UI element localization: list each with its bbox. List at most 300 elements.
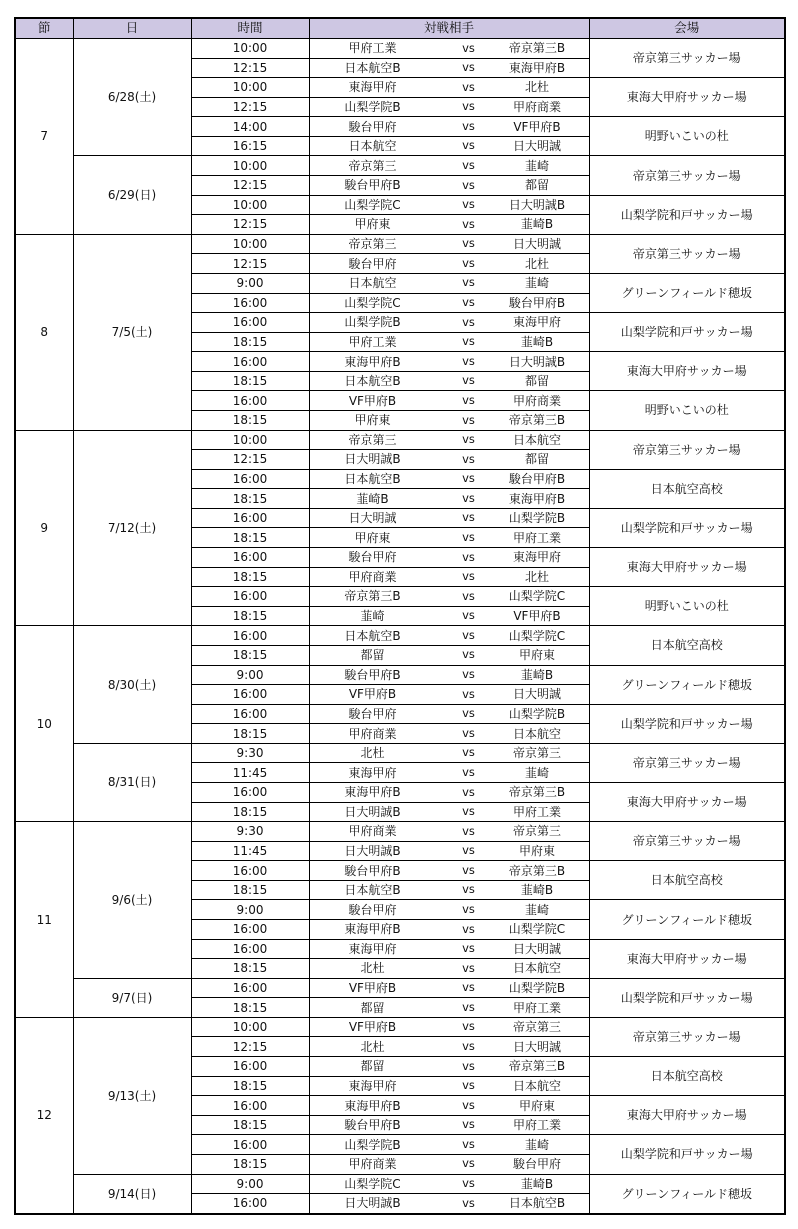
vs-label: vs	[462, 334, 475, 349]
home-team: VF甲府B	[348, 981, 397, 996]
home-team: 東海甲府	[348, 941, 397, 956]
kickoff-time: 18:15	[191, 1154, 309, 1174]
home-team: 日大明誠	[348, 511, 397, 526]
vs-label: vs	[462, 784, 475, 799]
venue-name: 東海大甲府サッカー場	[589, 548, 785, 587]
vs-label: vs	[462, 941, 475, 956]
kickoff-time: 18:15	[191, 959, 309, 979]
match-cell	[309, 528, 589, 548]
home-team: VF甲府B	[348, 393, 397, 408]
kickoff-time: 9:30	[191, 822, 309, 842]
vs-label: vs	[462, 40, 475, 55]
away-team: 日本航空	[512, 726, 561, 741]
match-pair	[310, 763, 589, 782]
match-row	[15, 1017, 785, 1037]
vs-label: vs	[462, 588, 475, 603]
kickoff-time: 18:15	[191, 880, 309, 900]
kickoff-time: 12:15	[191, 254, 309, 274]
home-team: 帝京第三	[348, 237, 397, 252]
kickoff-time: 18:15	[191, 410, 309, 430]
home-team: 甲府工業	[348, 334, 397, 349]
header-setsu: 節	[15, 18, 73, 39]
match-cell	[309, 1174, 589, 1194]
kickoff-time: 16:00	[191, 704, 309, 724]
vs-label: vs	[462, 862, 475, 877]
vs-label: vs	[462, 627, 475, 642]
away-team: 韮崎B	[520, 1176, 554, 1191]
kickoff-time: 12:15	[191, 1037, 309, 1057]
away-team: 帝京第三	[512, 746, 561, 761]
kickoff-time: 9:30	[191, 743, 309, 763]
vs-label: vs	[462, 255, 475, 270]
kickoff-time: 18:15	[191, 645, 309, 665]
home-team: 山梨学院C	[344, 197, 401, 212]
away-team: 日本航空	[512, 961, 561, 976]
match-row	[15, 978, 785, 998]
vs-label: vs	[462, 921, 475, 936]
venue-name: 帝京第三サッカー場	[589, 234, 785, 273]
vs-label: vs	[462, 901, 475, 916]
away-team: 東海甲府B	[508, 491, 566, 506]
home-team: VF甲府B	[348, 1020, 397, 1035]
kickoff-time: 16:00	[191, 391, 309, 411]
match-cell	[309, 626, 589, 646]
home-team: 甲府商業	[348, 569, 397, 584]
away-team: 駿台甲府	[512, 1157, 561, 1172]
round-number: 7	[15, 39, 73, 235]
match-cell	[309, 645, 589, 665]
kickoff-time: 18:15	[191, 489, 309, 509]
match-cell	[309, 1017, 589, 1037]
kickoff-time: 9:00	[191, 273, 309, 293]
match-row	[15, 156, 785, 176]
match-pair	[310, 724, 589, 743]
match-pair	[310, 372, 589, 391]
match-row	[15, 39, 785, 59]
match-pair	[310, 254, 589, 273]
away-team: 日大明誠	[512, 237, 561, 252]
vs-label: vs	[462, 275, 475, 290]
match-pair	[310, 783, 589, 802]
home-team: 駿台甲府	[348, 706, 397, 721]
match-cell	[309, 861, 589, 881]
match-cell	[309, 1135, 589, 1155]
away-team: 韮崎B	[520, 334, 554, 349]
home-team: 東海甲府B	[344, 785, 401, 800]
match-cell	[309, 352, 589, 372]
vs-label: vs	[462, 960, 475, 975]
vs-label: vs	[462, 882, 475, 897]
kickoff-time: 16:00	[191, 352, 309, 372]
match-cell	[309, 97, 589, 117]
vs-label: vs	[462, 1097, 475, 1112]
match-date: 6/28(土)	[73, 39, 191, 156]
home-team: 日本航空B	[344, 472, 401, 486]
venue-name: 帝京第三サッカー場	[589, 39, 785, 78]
match-cell	[309, 254, 589, 274]
venue-name: グリーンフィールド穂坂	[589, 273, 785, 312]
vs-label: vs	[462, 353, 475, 368]
vs-label: vs	[462, 197, 475, 212]
match-cell	[309, 156, 589, 176]
match-pair	[310, 39, 589, 58]
away-team: 北杜	[524, 80, 549, 95]
kickoff-time: 18:15	[191, 332, 309, 352]
venue-name: 日本航空高校	[589, 1057, 785, 1096]
venue-name: 日本航空高校	[589, 469, 785, 508]
match-cell	[309, 959, 589, 979]
match-cell	[309, 332, 589, 352]
away-team: 韮崎	[524, 276, 549, 291]
kickoff-time: 16:00	[191, 978, 309, 998]
home-team: 駿台甲府	[348, 902, 397, 917]
match-cell	[309, 548, 589, 568]
match-pair	[310, 1037, 589, 1056]
vs-label: vs	[462, 392, 475, 407]
match-pair	[310, 352, 589, 371]
kickoff-time: 10:00	[191, 78, 309, 98]
away-team: 帝京第三B	[508, 785, 566, 800]
home-team: 都留	[360, 1000, 385, 1015]
match-date: 7/5(土)	[73, 234, 191, 430]
vs-label: vs	[462, 999, 475, 1014]
home-team: 北杜	[360, 746, 385, 761]
kickoff-time: 18:15	[191, 1076, 309, 1096]
vs-label: vs	[462, 432, 475, 447]
header-venue: 会場	[589, 18, 785, 39]
match-date: 8/31(日)	[73, 743, 191, 821]
match-pair	[310, 1077, 589, 1096]
venue-name: グリーンフィールド穂坂	[589, 900, 785, 939]
away-team: 甲府商業	[512, 100, 561, 115]
match-cell	[309, 215, 589, 235]
match-pair	[310, 1018, 589, 1037]
vs-label: vs	[462, 79, 475, 94]
match-cell	[309, 978, 589, 998]
schedule-body	[15, 39, 785, 1214]
match-date: 9/14(日)	[73, 1174, 191, 1214]
away-team: 山梨学院C	[508, 628, 566, 643]
match-pair	[310, 431, 589, 450]
venue-name: 東海大甲府サッカー場	[589, 782, 785, 821]
match-pair	[310, 235, 589, 254]
away-team: 都留	[524, 452, 549, 467]
match-cell	[309, 469, 589, 489]
away-team: 日本航空	[512, 432, 561, 447]
home-team: 駿台甲府B	[344, 863, 401, 878]
kickoff-time: 10:00	[191, 39, 309, 59]
vs-label: vs	[462, 60, 475, 75]
away-team: 韮崎B	[520, 883, 554, 898]
away-team: 東海甲府	[512, 550, 561, 565]
home-team: 山梨学院C	[344, 1176, 401, 1191]
venue-name: 明野いこいの杜	[589, 391, 785, 430]
kickoff-time: 16:00	[191, 1057, 309, 1077]
away-team: 北杜	[524, 569, 549, 584]
match-cell	[309, 410, 589, 430]
venue-name: 帝京第三サッカー場	[589, 822, 785, 861]
venue-name: 山梨学院和戸サッカー場	[589, 704, 785, 743]
match-cell	[309, 920, 589, 940]
kickoff-time: 18:15	[191, 567, 309, 587]
vs-label: vs	[462, 1176, 475, 1191]
match-row	[15, 430, 785, 450]
away-team: 都留	[524, 374, 549, 389]
vs-label: vs	[462, 177, 475, 192]
home-team: 駿台甲府	[348, 550, 397, 565]
vs-label: vs	[462, 569, 475, 584]
match-cell	[309, 900, 589, 920]
away-team: 帝京第三	[512, 1020, 561, 1035]
kickoff-time: 18:15	[191, 371, 309, 391]
home-team: 東海甲府B	[344, 1098, 401, 1113]
kickoff-time: 16:00	[191, 861, 309, 881]
match-cell	[309, 58, 589, 78]
vs-label: vs	[462, 510, 475, 525]
round-number: 11	[15, 822, 73, 1018]
kickoff-time: 10:00	[191, 430, 309, 450]
match-date: 8/30(土)	[73, 626, 191, 743]
home-team: 駿台甲府	[348, 256, 397, 271]
vs-label: vs	[462, 667, 475, 682]
vs-label: vs	[462, 412, 475, 427]
home-team: 山梨学院B	[344, 1137, 401, 1152]
header-match: 対戦相手	[309, 18, 589, 39]
home-team: 日本航空	[348, 139, 397, 154]
home-team: 日大明誠B	[344, 452, 401, 467]
home-team: 駿台甲府B	[344, 667, 401, 682]
away-team: 甲府工業	[512, 804, 561, 819]
home-team: 駿台甲府B	[344, 1118, 401, 1133]
match-pair	[310, 313, 589, 332]
away-team: 韮崎	[524, 1137, 549, 1152]
home-team: 甲府工業	[348, 41, 397, 56]
home-team: 日本航空B	[344, 60, 401, 75]
vs-label: vs	[462, 1117, 475, 1132]
vs-label: vs	[462, 138, 475, 153]
venue-name: 明野いこいの杜	[589, 587, 785, 626]
venue-name: 帝京第三サッカー場	[589, 743, 785, 782]
away-team: 甲府工業	[512, 1118, 561, 1133]
home-team: 北杜	[360, 961, 385, 976]
kickoff-time: 18:15	[191, 724, 309, 744]
away-team: 日本航空B	[508, 1196, 566, 1211]
home-team: 韮崎B	[356, 491, 389, 506]
schedule-table	[14, 17, 786, 1215]
match-pair	[310, 568, 589, 587]
venue-name: 帝京第三サッカー場	[589, 156, 785, 195]
match-pair	[310, 979, 589, 998]
match-cell	[309, 195, 589, 215]
away-team: 駿台甲府B	[508, 472, 566, 486]
away-team: 日大明誠B	[508, 354, 566, 369]
home-team: 日本航空B	[344, 883, 401, 898]
home-team: 駿台甲府B	[344, 178, 401, 193]
kickoff-time: 16:00	[191, 920, 309, 940]
match-pair	[310, 705, 589, 724]
header-time: 時間	[191, 18, 309, 39]
home-team: 東海甲府	[348, 80, 397, 95]
kickoff-time: 12:15	[191, 215, 309, 235]
match-cell	[309, 273, 589, 293]
vs-label: vs	[462, 608, 475, 623]
home-team: 駿台甲府	[348, 119, 397, 134]
match-pair	[310, 1057, 589, 1076]
vs-label: vs	[462, 1156, 475, 1171]
away-team: 韮崎B	[520, 217, 554, 232]
home-team: 韮崎	[360, 609, 385, 624]
match-pair	[310, 1135, 589, 1154]
kickoff-time: 14:00	[191, 117, 309, 137]
match-pair	[310, 959, 589, 978]
home-team: VF甲府B	[348, 687, 397, 702]
away-team: 帝京第三B	[508, 1059, 566, 1074]
match-pair	[310, 528, 589, 547]
match-cell	[309, 782, 589, 802]
away-team: 日大明誠	[512, 139, 561, 154]
venue-name: 日本航空高校	[589, 861, 785, 900]
vs-label: vs	[462, 118, 475, 133]
home-team: 東海甲府B	[344, 922, 401, 937]
kickoff-time: 12:15	[191, 176, 309, 196]
match-pair	[310, 391, 589, 410]
home-team: 甲府商業	[348, 824, 397, 839]
match-cell	[309, 371, 589, 391]
match-pair	[310, 900, 589, 919]
away-team: 帝京第三B	[508, 863, 566, 878]
away-team: 山梨学院B	[508, 981, 566, 996]
match-cell	[309, 724, 589, 744]
venue-name: 東海大甲府サッカー場	[589, 352, 785, 391]
venue-name: 帝京第三サッカー場	[589, 1017, 785, 1056]
match-pair	[310, 1175, 589, 1194]
home-team: 帝京第三	[348, 158, 397, 173]
away-team: 帝京第三B	[508, 41, 566, 56]
away-team: 駿台甲府B	[508, 295, 566, 310]
away-team: VF甲府B	[513, 119, 561, 134]
kickoff-time: 18:15	[191, 1115, 309, 1135]
match-pair	[310, 822, 589, 841]
kickoff-time: 18:15	[191, 802, 309, 822]
match-cell	[309, 665, 589, 685]
kickoff-time: 10:00	[191, 156, 309, 176]
away-team: 韮崎B	[520, 667, 554, 682]
venue-name: グリーンフィールド穂坂	[589, 665, 785, 704]
venue-name: 山梨学院和戸サッカー場	[589, 508, 785, 547]
match-pair	[310, 587, 589, 606]
home-team: 甲府商業	[348, 1157, 397, 1172]
kickoff-time: 9:00	[191, 900, 309, 920]
kickoff-time: 16:00	[191, 1135, 309, 1155]
match-row	[15, 1174, 785, 1194]
kickoff-time: 12:15	[191, 58, 309, 78]
kickoff-time: 9:00	[191, 665, 309, 685]
home-team: 甲府東	[354, 217, 391, 232]
match-pair	[310, 411, 589, 430]
match-cell	[309, 508, 589, 528]
away-team: 帝京第三	[512, 824, 561, 839]
vs-label: vs	[462, 1136, 475, 1151]
home-team: 甲府商業	[348, 726, 397, 741]
match-cell	[309, 313, 589, 333]
kickoff-time: 16:15	[191, 136, 309, 156]
away-team: 韮崎	[524, 765, 549, 780]
match-cell	[309, 1154, 589, 1174]
vs-label: vs	[462, 216, 475, 231]
match-cell	[309, 1096, 589, 1116]
away-team: 甲府商業	[512, 393, 561, 408]
match-cell	[309, 293, 589, 313]
vs-label: vs	[462, 823, 475, 838]
home-team: 日本航空B	[344, 374, 401, 389]
kickoff-time: 10:00	[191, 195, 309, 215]
kickoff-time: 16:00	[191, 548, 309, 568]
match-pair	[310, 861, 589, 880]
match-cell	[309, 78, 589, 98]
venue-name: 山梨学院和戸サッカー場	[589, 195, 785, 234]
match-cell	[309, 1115, 589, 1135]
venue-name: 明野いこいの杜	[589, 117, 785, 156]
match-pair	[310, 666, 589, 685]
vs-label: vs	[462, 980, 475, 995]
match-cell	[309, 998, 589, 1018]
venue-name: 帝京第三サッカー場	[589, 430, 785, 469]
match-cell	[309, 763, 589, 783]
kickoff-time: 16:00	[191, 626, 309, 646]
away-team: 東海甲府	[512, 315, 561, 330]
kickoff-time: 16:00	[191, 1096, 309, 1116]
match-cell	[309, 685, 589, 705]
kickoff-time: 16:00	[191, 508, 309, 528]
home-team: 日大明誠B	[344, 804, 401, 819]
match-pair	[310, 333, 589, 352]
kickoff-time: 11:45	[191, 763, 309, 783]
vs-label: vs	[462, 1019, 475, 1034]
match-cell	[309, 1076, 589, 1096]
match-date: 6/29(日)	[73, 156, 191, 234]
away-team: 韮崎	[524, 158, 549, 173]
match-date: 9/13(土)	[73, 1017, 191, 1174]
match-cell	[309, 136, 589, 156]
venue-name: 東海大甲府サッカー場	[589, 1096, 785, 1135]
match-pair	[310, 1194, 589, 1213]
kickoff-time: 16:00	[191, 685, 309, 705]
match-pair	[310, 59, 589, 78]
away-team: 都留	[524, 178, 549, 193]
kickoff-time: 18:15	[191, 528, 309, 548]
vs-label: vs	[462, 1039, 475, 1054]
round-number: 12	[15, 1017, 73, 1213]
match-cell	[309, 606, 589, 626]
kickoff-time: 16:00	[191, 293, 309, 313]
vs-label: vs	[462, 843, 475, 858]
match-date: 7/12(土)	[73, 430, 191, 626]
match-cell	[309, 117, 589, 137]
home-team: 東海甲府B	[344, 354, 401, 369]
away-team: 帝京第三B	[508, 413, 566, 428]
match-cell	[309, 841, 589, 861]
match-cell	[309, 939, 589, 959]
match-pair	[310, 196, 589, 215]
vs-label: vs	[462, 490, 475, 505]
kickoff-time: 16:00	[191, 1194, 309, 1214]
venue-name: 山梨学院和戸サッカー場	[589, 313, 785, 352]
match-row	[15, 234, 785, 254]
match-pair	[310, 940, 589, 959]
vs-label: vs	[462, 1078, 475, 1093]
vs-label: vs	[462, 725, 475, 740]
away-team: 山梨学院B	[508, 511, 566, 526]
